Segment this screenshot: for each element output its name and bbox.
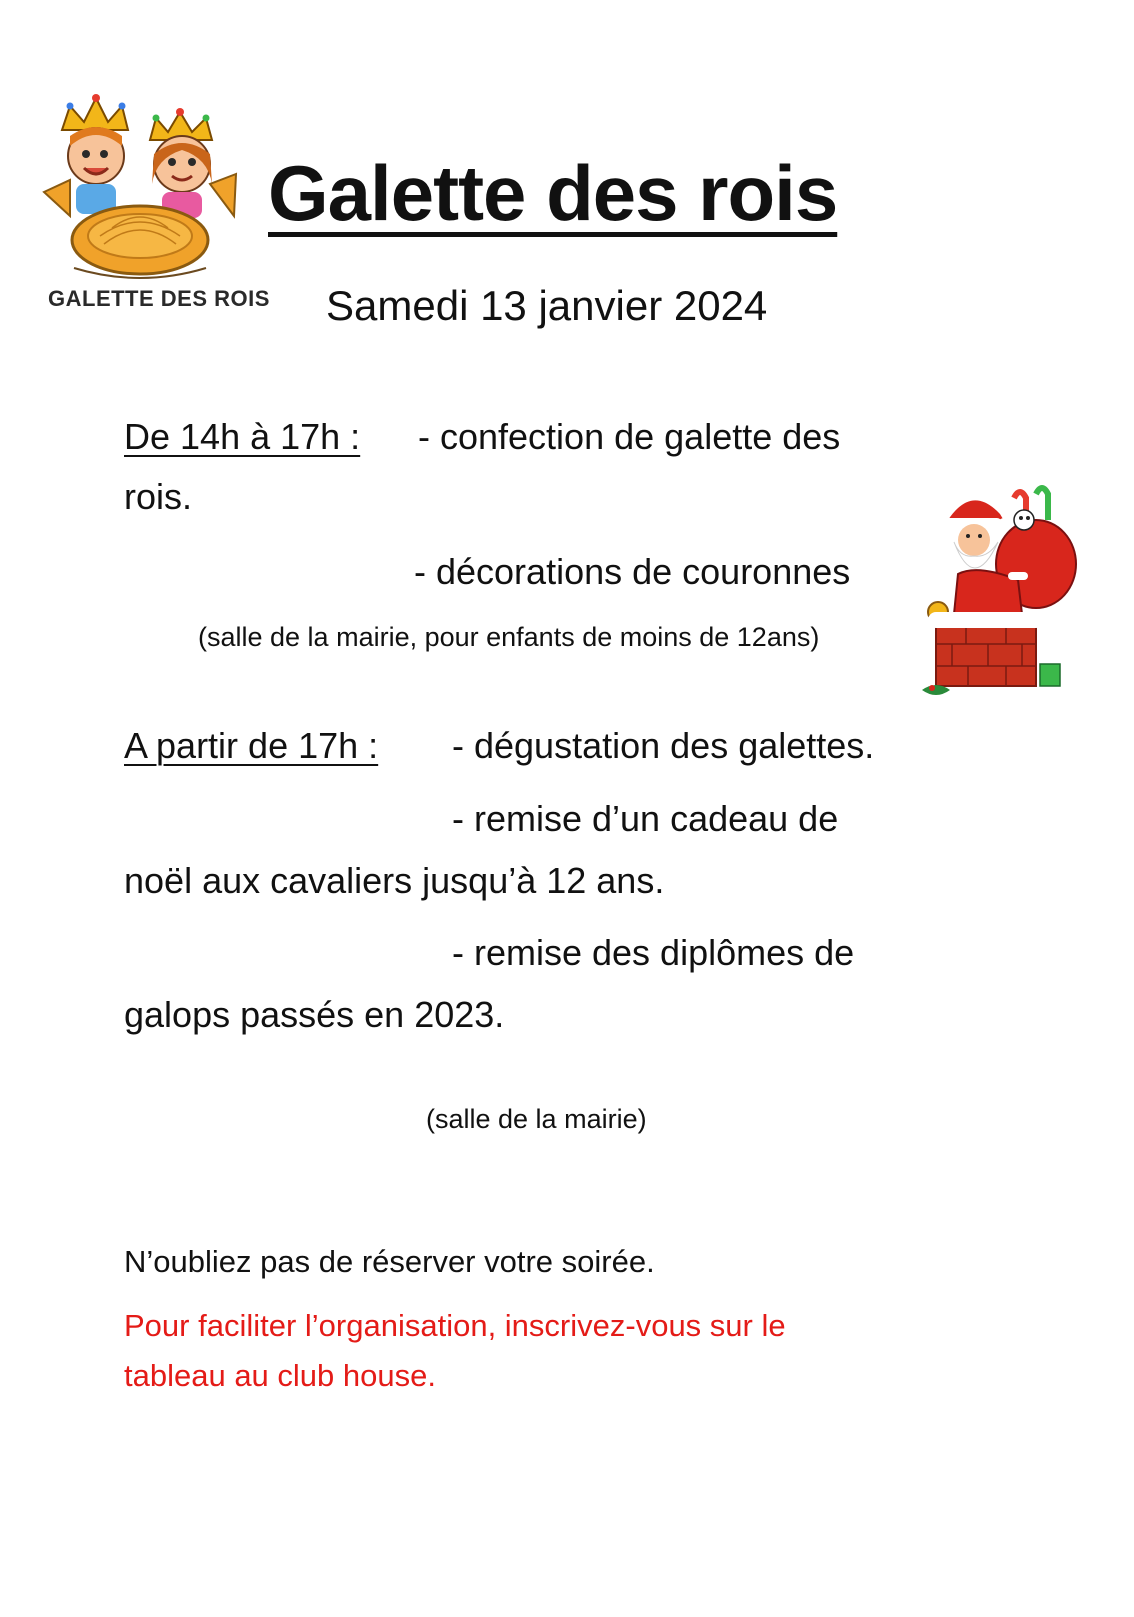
section1-time: De 14h à 17h :: [124, 416, 361, 457]
section1-line1: - confection de galette des: [418, 416, 841, 457]
logo-caption: GALETTE DES ROIS: [48, 286, 270, 311]
section2-line3: - remise des diplômes de: [452, 932, 855, 973]
signup-note-line1: Pour faciliter l’organisation, inscrivez-vous sur le: [124, 1308, 786, 1343]
section2-time: A partir de 17h :: [124, 725, 379, 766]
section2-line2: - remise d’un cadeau de: [452, 798, 839, 839]
section1-line1-cont: rois.: [124, 476, 193, 517]
section1-place: (salle de la mairie, pour enfants de moins de 12ans): [198, 622, 820, 652]
reservation-reminder: N’oubliez pas de réserver votre soirée.: [124, 1244, 655, 1279]
section1-line2: - décorations de couronnes: [414, 551, 851, 592]
section2-line2-cont: noël aux cavaliers jusqu’à 12 ans.: [124, 860, 665, 901]
page-title: Galette des rois: [268, 149, 838, 237]
event-date: Samedi 13 janvier 2024: [326, 282, 768, 329]
section2-place: (salle de la mairie): [426, 1104, 647, 1134]
signup-note-line2: tableau au club house.: [124, 1358, 436, 1393]
santa-chimney-icon: [918, 484, 1088, 704]
section2-line3-cont: galops passés en 2023.: [124, 994, 505, 1035]
section2-line1: - dégustation des galettes.: [452, 725, 875, 766]
